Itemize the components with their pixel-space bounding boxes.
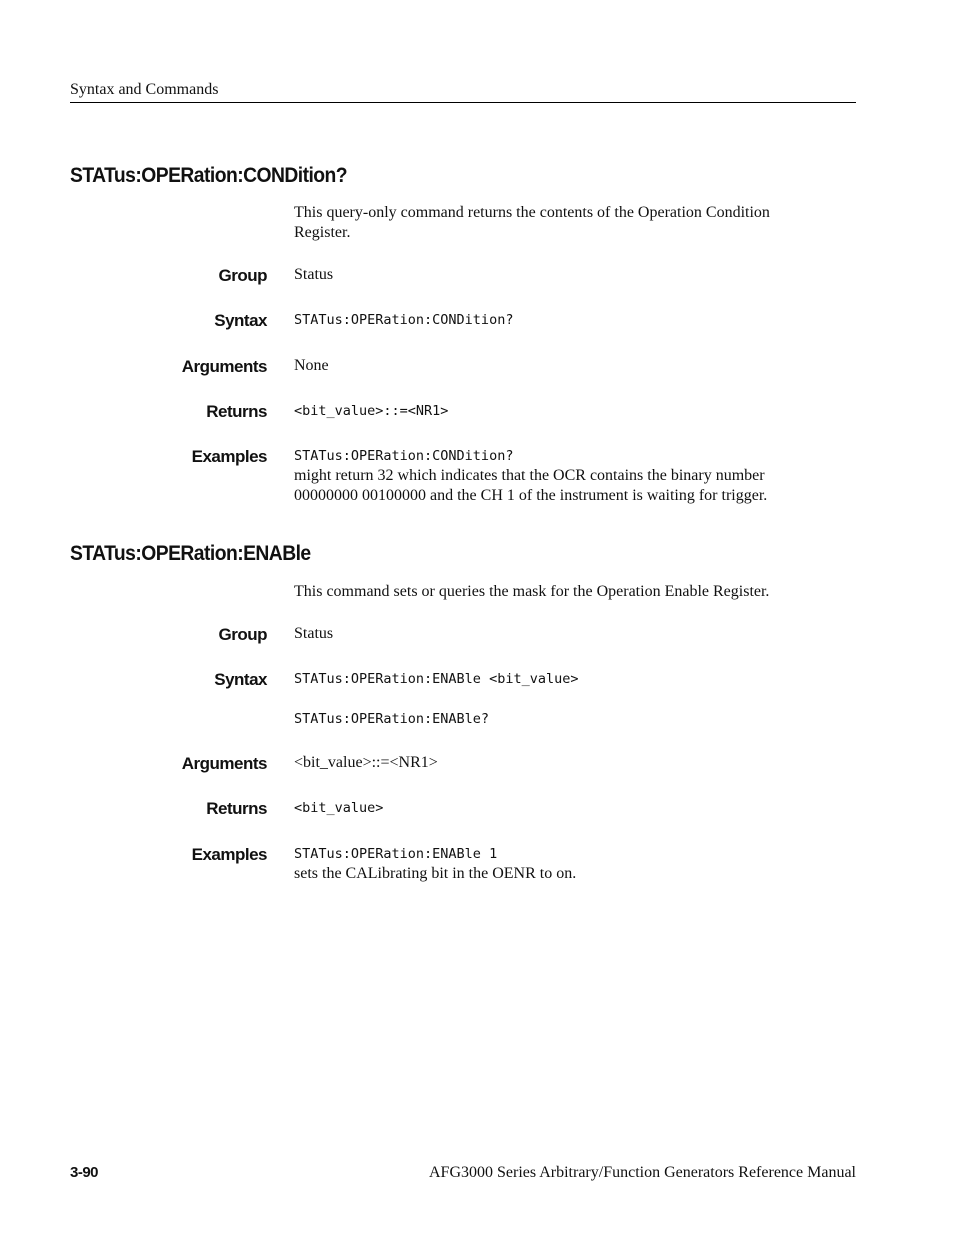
command-section-condition (70, 163, 856, 506)
page-number: 3-90 (70, 1164, 99, 1181)
examples-label: Examples (191, 447, 267, 466)
command-description: This command sets or queries the mask for the Operation Enable Register. (294, 583, 770, 600)
group-label: Group (218, 625, 267, 644)
group-value: Status (294, 266, 334, 283)
returns-value: <bit_value>::=<NR1> (294, 403, 449, 419)
example-code: STATus:OPERation:ENABle 1 (294, 846, 498, 862)
group-row (70, 265, 856, 285)
group-row (70, 624, 856, 644)
syntax-label: Syntax (214, 311, 267, 330)
returns-value: <bit_value> (294, 800, 384, 816)
syntax-line: STATus:OPERation:ENABle <bit_value> (294, 671, 579, 687)
manual-title: AFG3000 Series Arbitrary/Function Generators Reference Manual (429, 1164, 856, 1181)
running-head: Syntax and Commands (70, 80, 856, 103)
arguments-row (70, 753, 856, 773)
arguments-label: Arguments (181, 357, 267, 376)
syntax-line: STATus:OPERation:ENABle? (294, 711, 490, 727)
syntax-label: Syntax (214, 670, 267, 689)
returns-row (70, 401, 856, 421)
group-label: Group (218, 266, 267, 285)
command-section-enable (70, 541, 856, 884)
examples-label: Examples (191, 845, 267, 864)
example-code: STATus:OPERation:CONDition? (294, 448, 514, 464)
arguments-row (70, 356, 856, 376)
arguments-label: Arguments (181, 754, 267, 773)
syntax-row (70, 310, 856, 330)
examples-row (70, 446, 856, 506)
example-text: sets the CALibrating bit in the OENR to on. (294, 865, 577, 882)
returns-label: Returns (206, 402, 267, 421)
command-title: STATus:OPERation:ENABle (70, 542, 311, 565)
examples-row (70, 844, 856, 884)
arguments-value: None (294, 357, 329, 374)
group-value: Status (294, 625, 334, 642)
returns-label: Returns (206, 799, 267, 818)
returns-row (70, 798, 856, 818)
syntax-line: STATus:OPERation:CONDition? (294, 312, 514, 328)
command-description: This query-only command returns the contents of the Operation Condition Register. (294, 204, 770, 241)
arguments-value: <bit_value>::=<NR1> (294, 754, 438, 771)
syntax-row (70, 669, 856, 729)
example-text: might return 32 which indicates that the OCR contains the binary number 00000000 00100000 and the CH 1 of the instrument is waiting for trigger. (294, 467, 768, 504)
command-title: STATus:OPERation:CONDition? (70, 164, 348, 187)
